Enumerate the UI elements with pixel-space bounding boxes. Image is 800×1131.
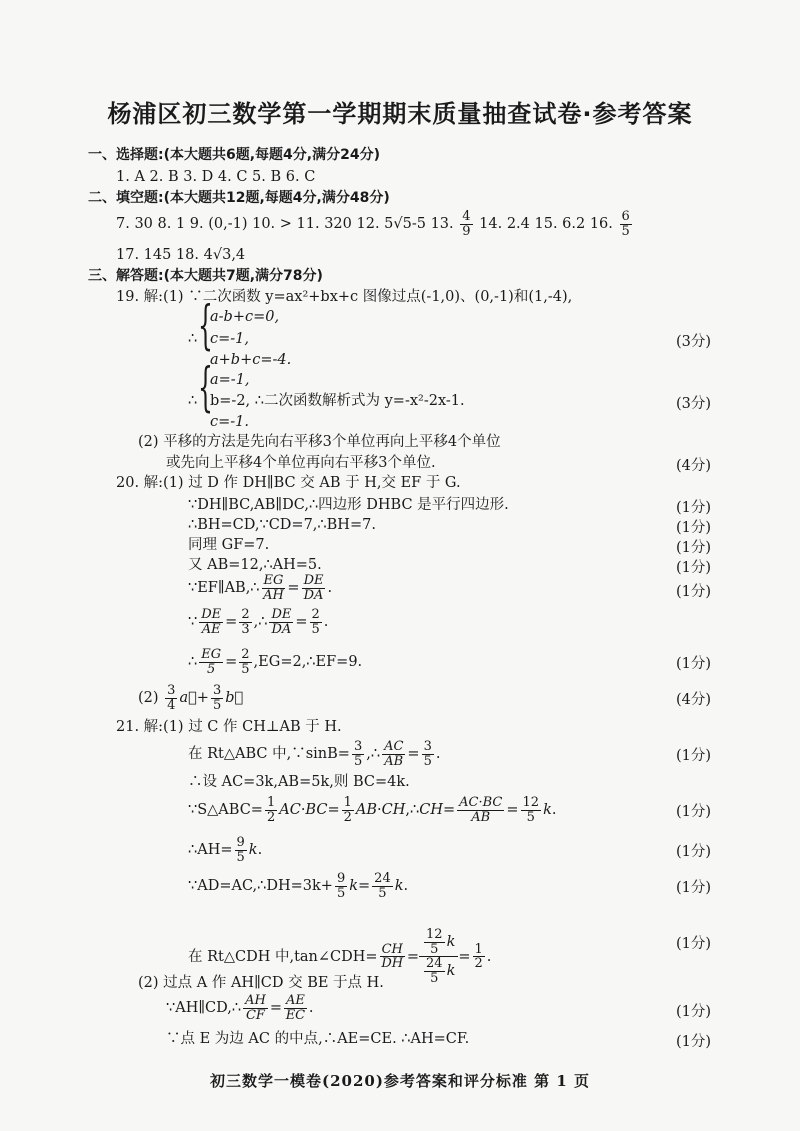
fraction-3-5: $\frac{3}{5}$ bbox=[353, 739, 363, 769]
q19-sol2: b=-2, ∴二次函数解析式为 y=-x²-2x-1. bbox=[210, 393, 465, 409]
fraction-9-5: $\frac{9}{5}$ bbox=[236, 835, 245, 865]
q20-line8-tail: ,EG=2,∴EF=9. bbox=[253, 654, 363, 671]
fraction-3-4: $\frac{3}{4}$ bbox=[167, 683, 176, 713]
q20-line5: 又 AB=12,∴AH=5. bbox=[188, 557, 322, 573]
section-fill-header: 二、填空题:(本大题共12题,每题4分,满分48分) bbox=[88, 190, 390, 206]
q21-line3: ∴设 AC=3k,AB=5k,则 BC=4k. bbox=[188, 774, 410, 790]
score-q21-1: (1分) bbox=[676, 748, 712, 764]
score-q21-7: (1分) bbox=[676, 1034, 712, 1050]
q16-numerator: 6 bbox=[621, 209, 630, 224]
fraction-ac-ab: $\frac{AC}{AB}$ bbox=[384, 739, 404, 769]
score-q19-1: (3分) bbox=[676, 334, 712, 350]
page-footer: 初三数学一模卷(2020)参考答案和评分标准 第 1 页 bbox=[209, 1072, 591, 1090]
fraction-eg-5: $\frac{EG}{5}$ bbox=[201, 647, 222, 677]
q19-eq1: a-b+c=0, bbox=[210, 309, 280, 325]
q20-line8: ∴ $\frac{EG}{5}$ = $\frac{2}{5}$ ,EG=2,∴EF=9. bbox=[188, 647, 363, 677]
fraction-ae-ec: $\frac{AE}{EC}$ bbox=[285, 993, 306, 1023]
q20-line2: ∵DH∥BC,AB∥DC,∴四边形 DHBC 是平行四边形. bbox=[188, 497, 509, 513]
q21-part2-line1-text: ∵AH∥CD,∴ bbox=[166, 1000, 242, 1017]
fill-answers-line1 bbox=[116, 210, 634, 238]
q21-line7-text: 在 Rt△CDH 中,tan∠CDH= bbox=[188, 948, 378, 965]
q19-sol1: a=-1, bbox=[210, 372, 250, 388]
q21-line2-text: 在 Rt△ABC 中,∵sinB= bbox=[188, 746, 350, 763]
q21-part2: (2) 过点 A 作 AH∥CD 交 BE 于点 H. bbox=[138, 975, 384, 991]
fraction-24-5: $\frac{24}{5}$ bbox=[374, 871, 391, 901]
fraction-9-5: $\frac{9}{5}$ bbox=[336, 871, 346, 901]
score-q21-4: (1分) bbox=[676, 880, 712, 896]
q20-line8-text: ∴ bbox=[188, 654, 198, 671]
score-q21-6: (1分) bbox=[676, 1004, 712, 1020]
fraction-3-5: $\frac{3}{5}$ bbox=[423, 739, 432, 769]
q21-line2: 在 Rt△ABC 中,∵sinB= $\frac{3}{5}$ ,∴ $\frac{AC}{AB}$ = $\frac{3}{5}$ . bbox=[188, 739, 441, 769]
q20-line3: ∴BH=CD,∵CD=7,∴BH=7. bbox=[188, 517, 376, 533]
therefore-symbol: ∴ bbox=[188, 331, 198, 347]
fraction-ch-dh: $\frac{CH}{DH}$ bbox=[381, 941, 404, 972]
page-title: 杨浦区初三数学第一学期期末质量抽查试卷·参考答案 bbox=[107, 100, 693, 128]
q20-line6: ∵EF∥AB,∴ $\frac{EG}{AH}$ = $\frac{DE}{DA}$ . bbox=[188, 573, 333, 603]
score-q19-2: (3分) bbox=[676, 396, 712, 412]
score-q20-3: (1分) bbox=[676, 540, 712, 556]
equation-brace: { bbox=[198, 358, 213, 418]
q19-part2-line2: 或先向上平移4个单位再向右平移3个单位. bbox=[166, 455, 436, 471]
section-solve-header: 三、解答题:(本大题共7题,满分78分) bbox=[88, 268, 323, 284]
q21-line1: 21. 解:(1) 过 C 作 CH⊥AB 于 H. bbox=[116, 719, 342, 735]
fill-answers-line2: 17. 145 18. 4√3,4 bbox=[116, 247, 246, 263]
fraction-de-ae: $\frac{DE}{AE}$ bbox=[201, 607, 222, 637]
q13-numerator: 4 bbox=[462, 209, 471, 224]
q19-line1: 19. 解:(1) ∵二次函数 y=ax²+bx+c 图像过点(-1,0)、(0,-1)和(1,-4), bbox=[116, 289, 573, 305]
q19-sol3: c=-1. bbox=[210, 414, 250, 430]
score-q20-5: (1分) bbox=[676, 584, 712, 600]
q21-line6: ∵AD=AC,∴DH=3k+ $\frac{9}{5}$ k= $\frac{24}{5}$ k. bbox=[188, 871, 409, 901]
score-q20-6: (1分) bbox=[676, 656, 712, 672]
q19-eq3: a+b+c=-4. bbox=[210, 352, 292, 368]
fraction-eg-ah: $\frac{EG}{AH}$ bbox=[263, 573, 284, 603]
equation-brace: { bbox=[198, 296, 213, 356]
score-q19-3: (4分) bbox=[676, 458, 712, 474]
q21-line5-text: ∴AH= bbox=[188, 842, 233, 859]
fraction-2-5: $\frac{2}{5}$ bbox=[241, 647, 250, 677]
fraction-de-da: $\frac{DE}{DA}$ bbox=[303, 573, 324, 603]
q16-denominator: 5 bbox=[621, 223, 630, 239]
fraction-1-2: $\frac{1}{2}$ bbox=[474, 941, 483, 972]
q20-line4: 同理 GF=7. bbox=[188, 537, 270, 553]
choice-answers: 1. A 2. B 3. D 4. C 5. B 6. C bbox=[116, 169, 316, 185]
q21-line4-text: ∵S△ABC= bbox=[188, 802, 263, 819]
score-q20-7: (4分) bbox=[676, 692, 712, 708]
q20-part2-label: (2) bbox=[138, 690, 159, 707]
fraction-ah-cf: $\frac{AH}{CF}$ bbox=[245, 993, 266, 1023]
q21-line4: ∵S△ABC= $\frac{1}{2}$ AC·BC= $\frac{1}{2}$ AB·CH,∴CH= $\frac{AC\cdot BC}{AB}$ = $\frac{12}{5}$ k. bbox=[188, 795, 557, 825]
q21-part2-line2: ∵点 E 为边 AC 的中点,∴AE=CE. ∴AH=CF. bbox=[166, 1031, 470, 1047]
score-q21-5: (1分) bbox=[676, 936, 712, 952]
q20-line7-text: ∵ bbox=[188, 614, 198, 631]
q19-part2-line1: (2) 平移的方法是先向右平移3个单位再向上平移4个单位 bbox=[138, 434, 501, 450]
complex-fraction: $\frac{12}{5}$ k $\frac{24}{5}$ k bbox=[419, 928, 458, 986]
fraction-1-2: $\frac{1}{2}$ bbox=[266, 795, 276, 825]
score-q20-1: (1分) bbox=[676, 500, 712, 516]
q19-eq2: c=-1, bbox=[210, 331, 250, 347]
q20-line6-text: ∵EF∥AB,∴ bbox=[188, 580, 260, 597]
q21-line7: 在 Rt△CDH 中,tan∠CDH= $\frac{CH}{DH}$ = $\frac{12}{5}$ k $\frac{24}{5}$ k = $\frac{1}{2}$ . bbox=[188, 927, 492, 986]
q13-fraction bbox=[460, 210, 472, 238]
therefore-symbol: ∴ bbox=[188, 393, 198, 409]
score-q21-3: (1分) bbox=[676, 844, 712, 860]
q13-denominator: 9 bbox=[462, 223, 471, 239]
fill-answers-part-a: 7. 30 8. 1 9. (0,-1) 10. > 11. 320 12. 5√5-5 13. bbox=[116, 216, 454, 233]
q21-line6-text: ∵AD=AC,∴DH=3k+ bbox=[188, 878, 333, 895]
score-q20-2: (1分) bbox=[676, 520, 712, 536]
section-choice-header: 一、选择题:(本大题共6题,每题4分,满分24分) bbox=[88, 147, 380, 163]
fraction-de-da: $\frac{DE}{DA}$ bbox=[271, 607, 292, 637]
fraction-2-5: $\frac{2}{5}$ bbox=[311, 607, 320, 637]
fill-answers-part-b: 14. 2.4 15. 6.2 16. bbox=[479, 216, 613, 233]
fraction-acbc-ab: $\frac{AC\cdot BC}{AB}$ bbox=[459, 795, 503, 825]
q20-part2: (2) $\frac{3}{4}$ a⃗+ $\frac{3}{5}$ b⃗ bbox=[138, 683, 244, 713]
q21-part2-line1: ∵AH∥CD,∴ $\frac{AH}{CF}$ = $\frac{AE}{EC}$ . bbox=[166, 993, 314, 1023]
q20-line1: 20. 解:(1) 过 D 作 DH∥BC 交 AB 于 H,交 EF 于 G. bbox=[116, 475, 461, 491]
score-q20-4: (1分) bbox=[676, 560, 712, 576]
q21-line5: ∴AH= $\frac{9}{5}$ k. bbox=[188, 835, 263, 865]
fraction-1-2: $\frac{1}{2}$ bbox=[343, 795, 352, 825]
q16-fraction bbox=[620, 210, 632, 238]
fraction-3-5: $\frac{3}{5}$ bbox=[212, 683, 222, 713]
score-q21-2: (1分) bbox=[676, 804, 712, 820]
q20-line7: ∵ $\frac{DE}{AE}$ = $\frac{2}{3}$ ,∴ $\frac{DE}{DA}$ = $\frac{2}{5}$ . bbox=[188, 607, 329, 637]
fraction-12-5: $\frac{12}{5}$ bbox=[522, 795, 540, 825]
fraction-2-3: $\frac{2}{3}$ bbox=[241, 607, 250, 637]
